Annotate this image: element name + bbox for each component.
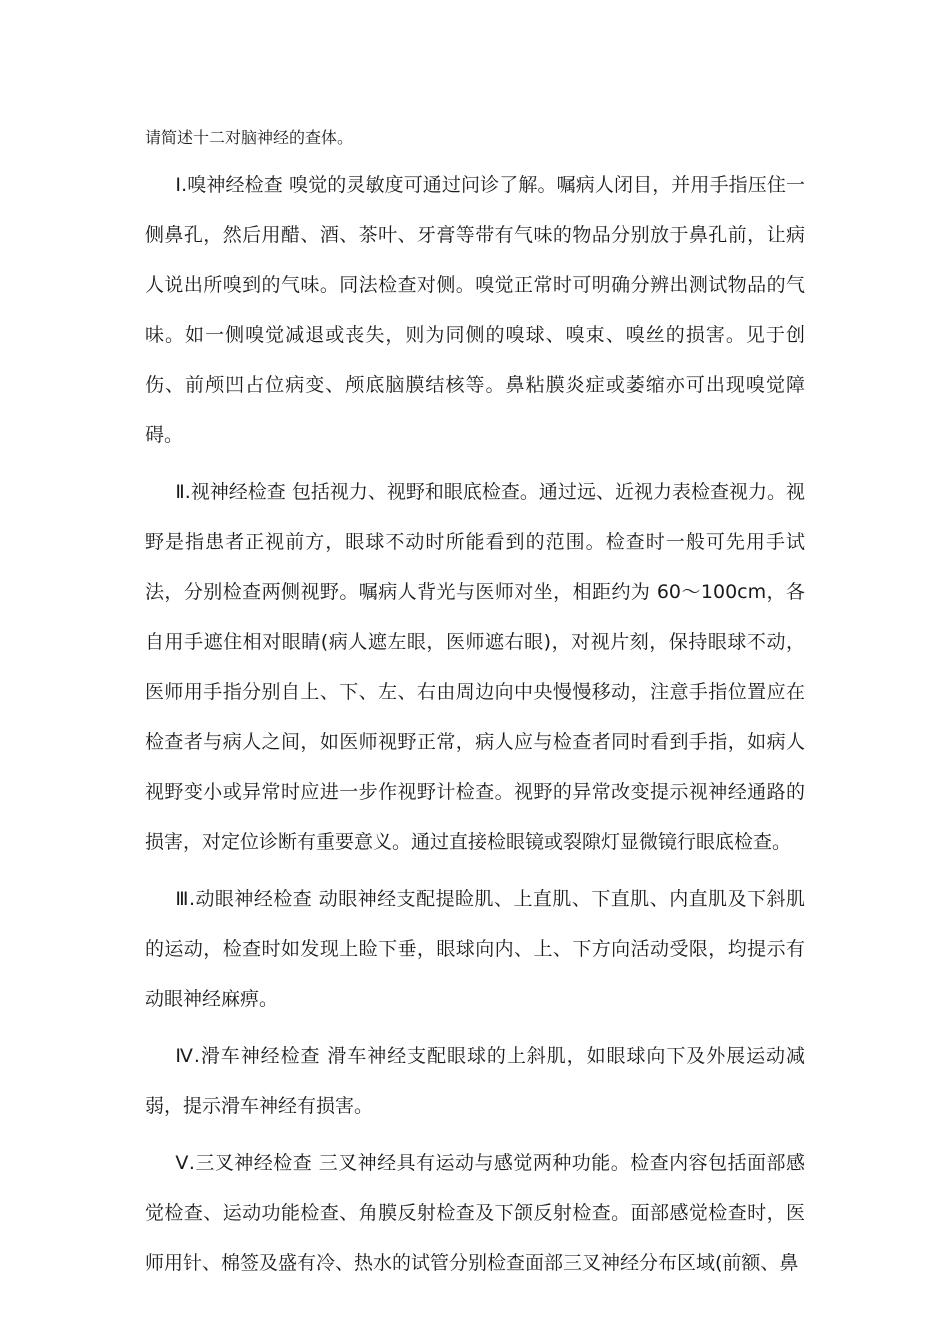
document-body [145,160,805,1295]
paragraph-oculomotor-nerve: Ⅲ.动眼神经检查 动眼神经支配提睑肌、上直肌、下直肌、内直肌及下斜肌的运动，检查时如发现上睑下垂，眼球向内、上、下方向活动受限，均提示有动眼神经麻痹。 [145,888,805,1010]
paragraph-trochlear-nerve: Ⅳ.滑车神经检查 滑车神经支配眼球的上斜肌，如眼球向下及外展运动减弱，提示滑车神经有损害。 [145,1045,805,1117]
paragraph-olfactory-nerve: Ⅰ.嗅神经检查 嗅觉的灵敏度可通过问诊了解。嘱病人闭目，并用手指压住一侧鼻孔，然后用醋、酒、茶叶、牙膏等带有气味的物品分别放于鼻孔前，让病人说出所嗅到的气味。同法检查对侧。嗅觉正常时可明确分辨出测试物品的气味。如一侧嗅觉减退或丧失，则为同侧的嗅球、嗅束、嗅丝的损害。见于创伤、前颅凹占位病变、颅底脑膜结核等。鼻粘膜炎症或萎缩亦可出现嗅觉障碍。 [145,174,805,446]
document-title: 请简述十二对脑神经的查体。 [145,128,354,147]
paragraph-trigeminal-nerve: Ⅴ.三叉神经检查 三叉神经具有运动与感觉两种功能。检查内容包括面部感觉检查、运动功能检查、角膜反射检查及下颌反射检查。面部感觉检查时，医师用针、棉签及盛有冷、热水的试管分别检查面部三叉神经分布区域(前额、鼻 [145,1152,805,1274]
paragraph-optic-nerve: Ⅱ.视神经检查 包括视力、视野和眼底检查。通过远、近视力表检查视力。视野是指患者正视前方，眼球不动时所能看到的范围。检查时一般可先用手试法，分别检查两侧视野。嘱病人背光与医师对坐，相距约为 60～100cm，各自用手遮住相对眼睛(病人遮左眼，医师遮右眼)，对视片刻，保持眼球不动，医师用手指分别自上、下、左、右由周边向中央慢慢移动，注意手指位置应在检查者与病人之间，如医师视野正常，病人应与检查者同时看到手指，如病人视野变小或异常时应进一步作视野计检查。视野的异常改变提示视神经通路的损害，对定位诊断有重要意义。通过直接检眼镜或裂隙灯显微镜行眼底检查。 [145,481,805,853]
